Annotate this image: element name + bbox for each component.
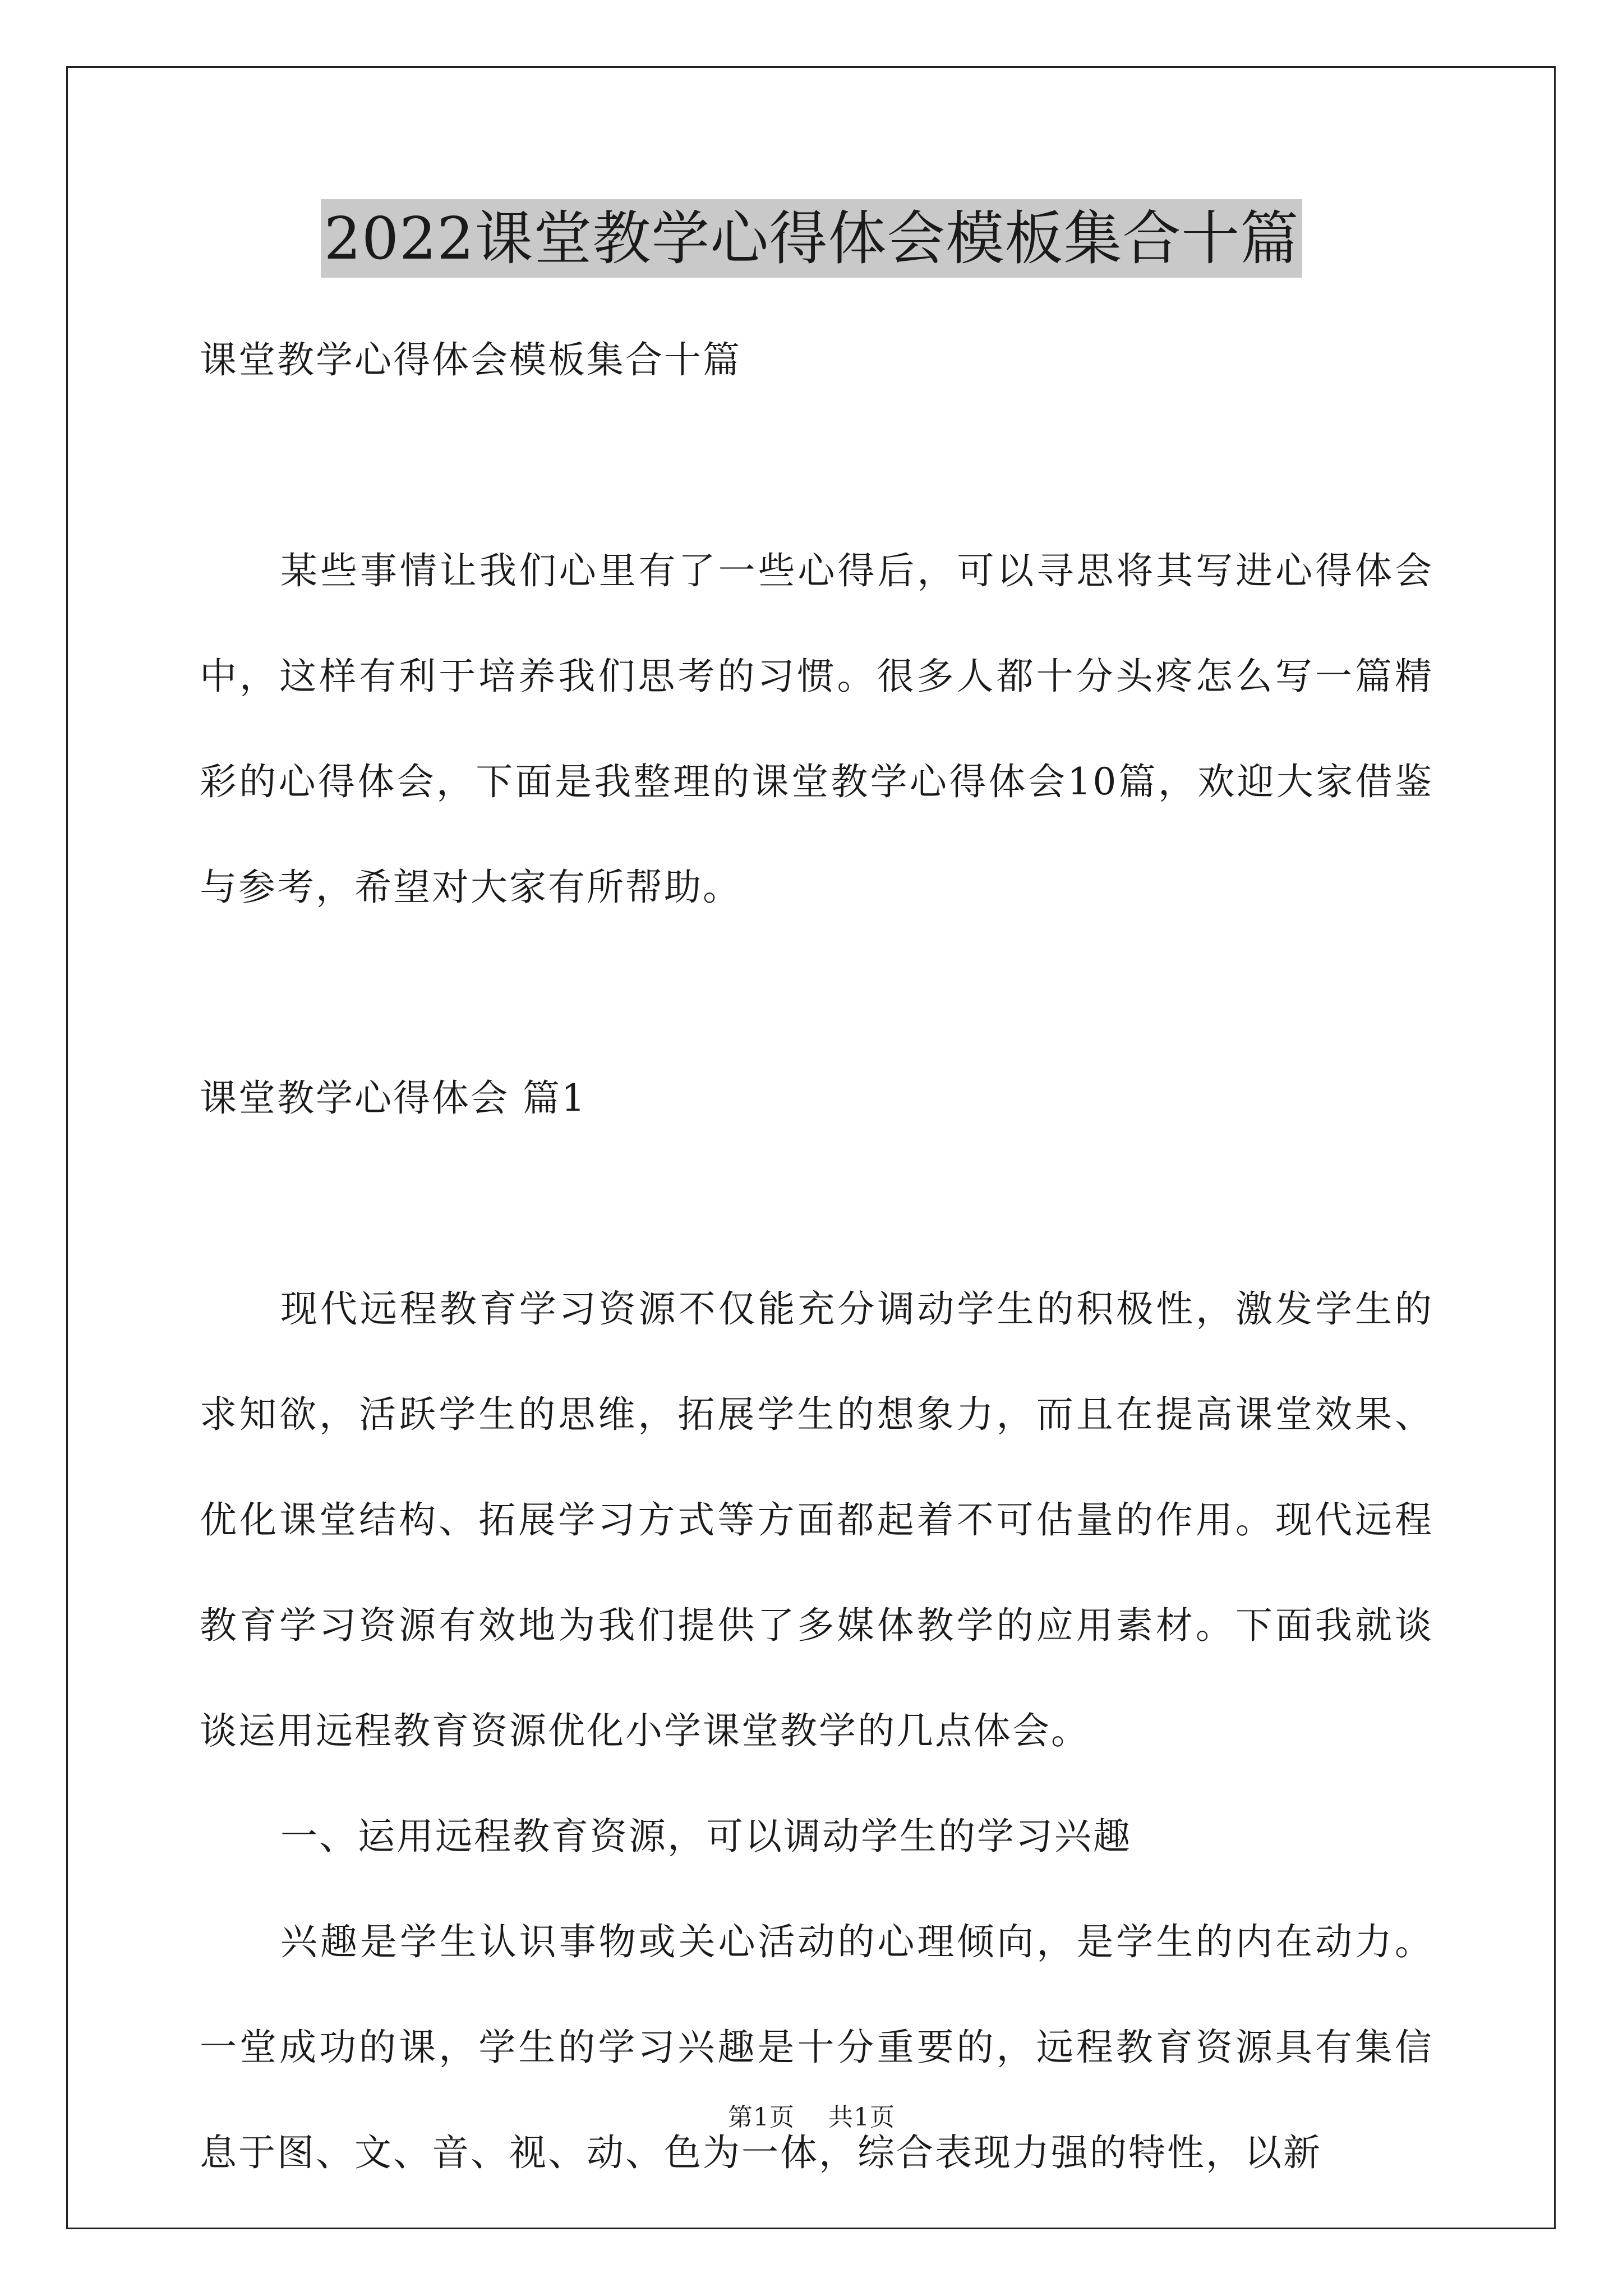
body-paragraph: 兴趣是学生认识事物或关心活动的心理倾向，是学生的内在动力。一堂成功的课，学生的学习兴趣是十分重要的，远程教育资源具有集信息于图、文、音、视、动、色为一体，综合表现力强的特性，以新: [200, 1920, 1433, 2174]
page-total: 共1页: [828, 2103, 895, 2132]
spacer: [200, 413, 1433, 518]
page-footer: [0, 2101, 1623, 2134]
document-title: [0, 199, 1623, 278]
body-paragraph: 现代远程教育学习资源不仅能充分调动学生的积极性，激发学生的求知欲，活跃学生的思维，拓展学生的想象力，而且在提高课堂效果、优化课堂结构、拓展学习方式等方面都起着不可估量的作用。现代远程教育学习资源有效地为我们提供了多媒体教学的应用素材。下面我就谈谈运用远程教育资源优化小学课堂教学的几点体会。: [200, 1287, 1433, 1752]
page-number: 第1页: [728, 2103, 795, 2132]
document-body: [200, 307, 1433, 2206]
spacer: [200, 1151, 1433, 1257]
section-heading: 课堂教学心得体会 篇1: [200, 1076, 587, 1120]
subheading-paragraph: 一、运用远程教育资源，可以调动学生的学习兴趣: [280, 1815, 1132, 1858]
spacer: [200, 940, 1433, 1046]
intro-paragraph: 某些事情让我们心里有了一些心得后，可以寻思将其写进心得体会中，这样有利于培养我们思考的习惯。很多人都十分头疼怎么写一篇精彩的心得体会，下面是我整理的课堂教学心得体会10篇，欢迎大家借鉴与参考，希望对大家有所帮助。: [200, 549, 1433, 909]
document-subtitle: 课堂教学心得体会模板集合十篇: [200, 338, 741, 381]
document-title-text: 2022课堂教学心得体会模板集合十篇: [321, 199, 1303, 278]
